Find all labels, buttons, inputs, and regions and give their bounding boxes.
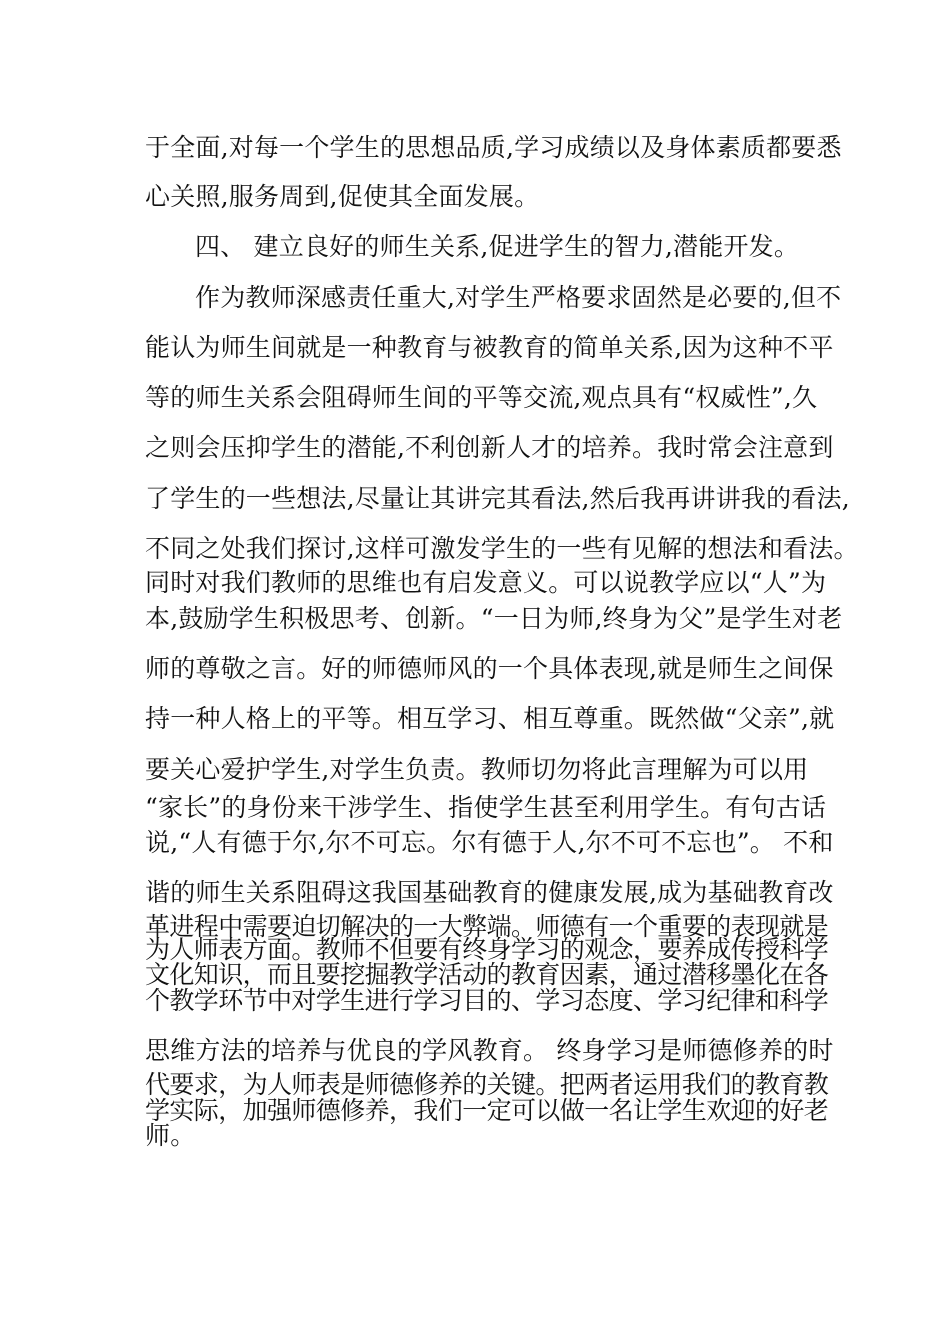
- text-line: 个教学环节中对学生进行学习目的、学习态度、学习纪律和科学: [145, 986, 829, 1015]
- text-line: 等的师生关系会阻碍师生间的平等交流,观点具有“权威性”,久: [145, 383, 818, 412]
- text-line: 之则会压抑学生的潜能,不利创新人才的培养。我时常会注意到: [145, 433, 834, 462]
- text-line: 说,“人有德于尔,尔不可忘。尔有德于人,尔不可不忘也”。 不和: [145, 828, 834, 857]
- text-line: 同时对我们教师的思维也有启发意义。可以说教学应以“人”为: [145, 568, 827, 597]
- text-line: 本,鼓励学生积极思考、创新。“一日为师,终身为父”是学生对老: [145, 604, 843, 633]
- text-line: 谐的师生关系阻碍这我国基础教育的健康发展,成为基础教育改: [145, 878, 834, 907]
- text-line: 了学生的一些想法,尽量让其讲完其看法,然后我再讲讲我的看法,: [145, 484, 850, 513]
- text-line: 能认为师生间就是一种教育与被教育的简单关系,因为这种不平: [145, 333, 834, 362]
- text-line: 文化知识，而且要挖掘教学活动的教育因素，通过潜移墨化在各: [145, 960, 829, 989]
- text-line: 代要求，为人师表是师德修养的关键。把两者运用我们的教育教: [145, 1070, 829, 1099]
- text-line: 于全面,对每一个学生的思想品质,学习成绩以及身体素质都要悉: [145, 133, 842, 162]
- text-line: 要关心爱护学生,对学生负责。教师切勿将此言理解为可以用: [145, 755, 809, 784]
- section-heading: 四、 建立良好的师生关系,促进学生的智力,潜能开发。: [195, 232, 800, 261]
- text-line: 革进程中需要迫切解决的一大弊端。师德有一个重要的表现就是: [145, 912, 829, 941]
- text-line: 师。: [145, 1121, 196, 1150]
- text-line: “家长”的身份来干涉学生、指使学生甚至利用学生。有句古话: [145, 793, 827, 822]
- text-line: 不同之处我们探讨,这样可激发学生的一些有见解的想法和看法。: [145, 534, 859, 563]
- text-line: 持一种人格上的平等。相互学习、相互尊重。既然做“父亲”,就: [145, 704, 835, 733]
- text-line: 为人师表方面。教师不但要有终身学习的观念，要养成传授科学: [145, 935, 829, 964]
- text-line: 心关照,服务周到,促使其全面发展。: [145, 182, 540, 211]
- text-line: 作为教师深感责任重大,对学生严格要求固然是必要的,但不: [195, 283, 842, 312]
- text-line: 学实际，加强师德修养，我们一定可以做一名让学生欢迎的好老: [145, 1096, 829, 1125]
- text-line: 思维方法的培养与优良的学风教育。 终身学习是师德修养的时: [145, 1036, 834, 1065]
- text-line: 师的尊敬之言。好的师德师风的一个具体表现,就是师生之间保: [145, 654, 834, 683]
